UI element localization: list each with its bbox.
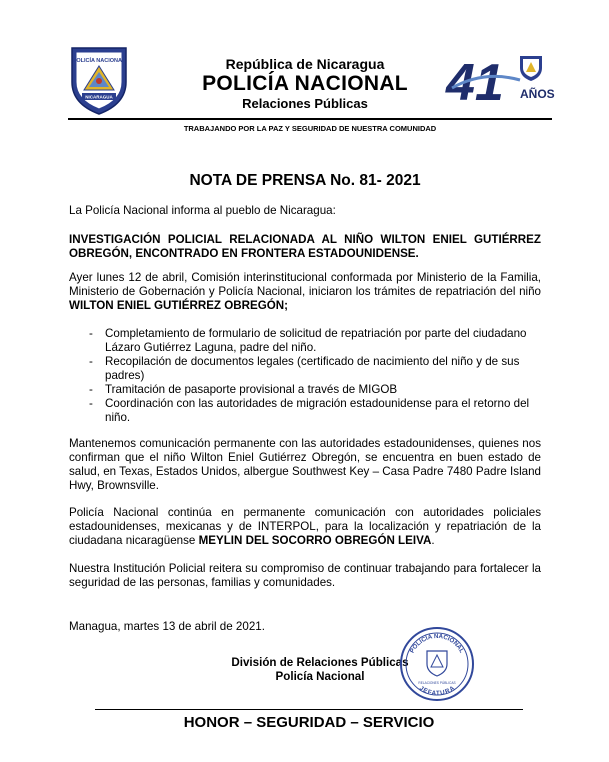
paragraph-3-text: Policía Nacional continúa en permanente comunicación con autoridades policiales estadounidenses, mexicanas y de INTERPOL, para la localización y repatriación de la ciudadana nicaragüense	[69, 506, 541, 547]
list-item	[69, 397, 541, 425]
paragraph-4: Nuestra Institución Policial reitera su compromiso de continuar trabajando para fortalecer la seguridad de las personas, familias y comunidades.	[69, 562, 541, 589]
list-item	[69, 355, 541, 383]
bullet-marker: -	[89, 383, 93, 396]
list-item	[69, 383, 541, 397]
paragraph-2: Mantenemos comunicación permanente con las autoridades estadounidenses, quienes nos confirman que el niño Wilton Eniel Gutiérrez Obregón, se encuentra en buen estado de salud, en Texas, Estados Unidos, albergue Southwest Key – Casa Padre 7480 Padre Island Hwy, Brownsville.	[69, 437, 541, 492]
footer-rule	[95, 709, 523, 710]
paragraph-3-end: .	[431, 534, 435, 547]
police-jefatura-stamp-icon	[399, 626, 475, 702]
header-rule	[68, 118, 552, 120]
bullet-marker: -	[89, 355, 93, 368]
anniversary-41-years-icon	[444, 50, 556, 110]
header-motto: TRABAJANDO POR LA PAZ Y SEGURIDAD DE NUESTRA COMUNIDAD	[183, 124, 437, 133]
paragraph-1-text: Ayer lunes 12 de abril, Comisión interinstitucional conformada por Ministerio de la Familia, Ministerio de Gobernación y Policía Nacional, iniciaron los trámites de repatriación del niño	[69, 271, 541, 298]
header-republic: República de Nicaragua	[225, 56, 385, 72]
intro-text: La Policía Nacional informa al pueblo de Nicaragua:	[69, 204, 336, 217]
paragraph-3-bold: MEYLIN DEL SOCORRO OBREGÓN LEIVA	[198, 534, 432, 547]
footer-motto: HONOR – SEGURIDAD – SERVICIO	[183, 714, 435, 731]
header-police-name: POLICÍA NACIONAL	[202, 72, 408, 95]
paragraph-1	[69, 271, 541, 313]
list-item-text: Coordinación con las autoridades de migración estadounidense para el retorno del niño.	[105, 397, 530, 424]
svg-text:JEFATURA	[418, 685, 456, 698]
list-item	[69, 327, 541, 355]
list-item-text: Recopilación de documentos legales (certificado de nacimiento del niño y de sus padres)	[105, 355, 520, 382]
dateline: Managua, martes 13 de abril de 2021.	[69, 620, 265, 633]
stamp-top-text: POLICÍA NACIONAL	[408, 632, 466, 655]
badge-number: 41	[446, 54, 504, 110]
signature-division: División de Relaciones Públicas	[231, 656, 409, 669]
stamp-inner-text: RELACIONES PÚBLICAS	[418, 681, 456, 685]
list-item-text: Completamiento de formulario de solicitud de repatriación por parte del ciudadano Lázaro Gutiérrez Laguna, padre del niño.	[105, 327, 527, 354]
seal-arc-text: POLICÍA NACIONAL	[72, 58, 126, 64]
steps-list	[69, 327, 541, 425]
police-shield-seal-icon	[68, 42, 130, 116]
headline: INVESTIGACIÓN POLICIAL RELACIONADA AL NIÑO WILTON ENIEL GUTIÉRREZ OBREGÓN, ENCONTRADO EN FRONTERA ESTADOUNIDENSE.	[69, 233, 541, 260]
bullet-marker: -	[89, 327, 93, 340]
seal-ribbon-text: NICARAGUA	[85, 94, 113, 100]
signature-police: Policía Nacional	[275, 670, 365, 683]
press-release-title: NOTA DE PRENSA No. 81- 2021	[189, 172, 421, 189]
paragraph-1-bold: WILTON ENIEL GUTIÉRREZ OBREGÓN;	[69, 299, 288, 312]
bullet-marker: -	[89, 397, 93, 410]
stamp-bottom-text: JEFATURA	[418, 684, 456, 698]
badge-years: AÑOS	[520, 87, 555, 101]
header-department: Relaciones Públicas	[242, 96, 368, 111]
list-item-text: Tramitación de pasaporte provisional a través de MIGOB	[105, 383, 398, 396]
paragraph-3	[69, 506, 541, 548]
